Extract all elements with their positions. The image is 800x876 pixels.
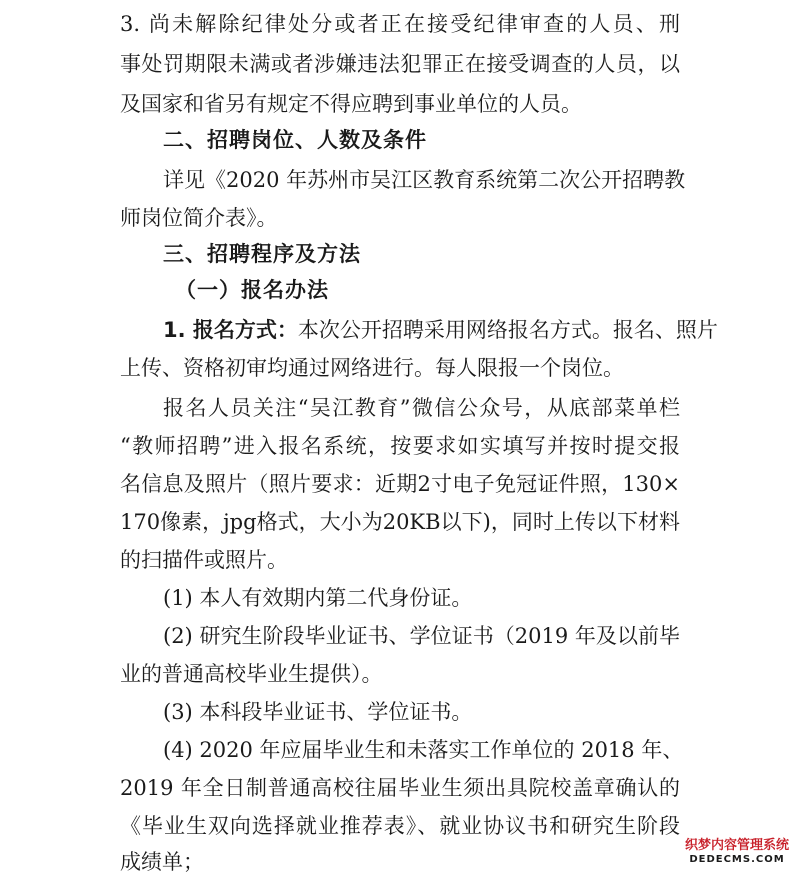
material-1: (1) 本人有效期内第二代身份证。: [163, 586, 473, 610]
material-2-line1: (2) 研究生阶段毕业证书、学位证书（2019 年及以前毕: [163, 624, 680, 648]
wechat-line1: 报名人员关注“吴江教育”微信公众号，从底部菜单栏: [163, 396, 680, 420]
material-2-line2: 业的普通高校毕业生提供）。: [120, 662, 383, 686]
section2-line1: 详见《2020 年苏州市吴江区教育系统第二次公开招聘教: [163, 168, 686, 192]
material-4-line4: 成绩单；: [120, 850, 204, 874]
method-line2: 上传、资格初审均通过网络进行。每人限报一个岗位。: [120, 356, 624, 380]
item3-line1: 3. 尚未解除纪律处分或者正在接受纪律审查的人员、刑: [120, 12, 680, 36]
material-4-line3: 《毕业生双向选择就业推荐表》、就业协议书和研究生阶段: [120, 814, 680, 838]
method-line1: [163, 314, 718, 344]
wechat-line2: “教师招聘”进入报名系统，按要求如实填写并按时提交报: [120, 434, 680, 458]
method-line1-rest: 本次公开招聘采用网络报名方式。报名、照片: [297, 318, 718, 342]
wechat-line3: 名信息及照片（照片要求：近期2寸电子免冠证件照，130×: [120, 472, 680, 496]
section2-title: 二、招聘岗位、人数及条件: [163, 128, 427, 152]
subsection1-title: （一）报名办法: [175, 278, 329, 302]
section2-line2: 师岗位简介表》。: [120, 206, 278, 230]
material-4-line1: (4) 2020 年应届毕业生和未落实工作单位的 2018 年、: [163, 738, 684, 762]
wechat-line5: 的扫描件或照片。: [120, 548, 288, 572]
material-4-line2: 2019 年全日制普通高校往届毕业生须出具院校盖章确认的: [120, 776, 680, 800]
item3-line2: 事处罚期限未满或者涉嫌违法犯罪正在接受调查的人员，以: [120, 52, 680, 76]
item3-line3: 及国家和省另有规定不得应聘到事业单位的人员。: [120, 92, 582, 116]
wechat-line4: 170像素，jpg格式，大小为20KB以下)，同时上传以下材料: [120, 510, 680, 534]
method-label: 1. 报名方式：: [163, 318, 298, 342]
watermark-logo: [678, 837, 796, 866]
watermark-domain: DEDECMS.COM: [689, 854, 785, 865]
watermark-title: 织梦内容管理系统: [684, 838, 789, 853]
material-3: (3) 本科段毕业证书、学位证书。: [163, 700, 473, 724]
section3-title: 三、招聘程序及方法: [163, 242, 361, 266]
